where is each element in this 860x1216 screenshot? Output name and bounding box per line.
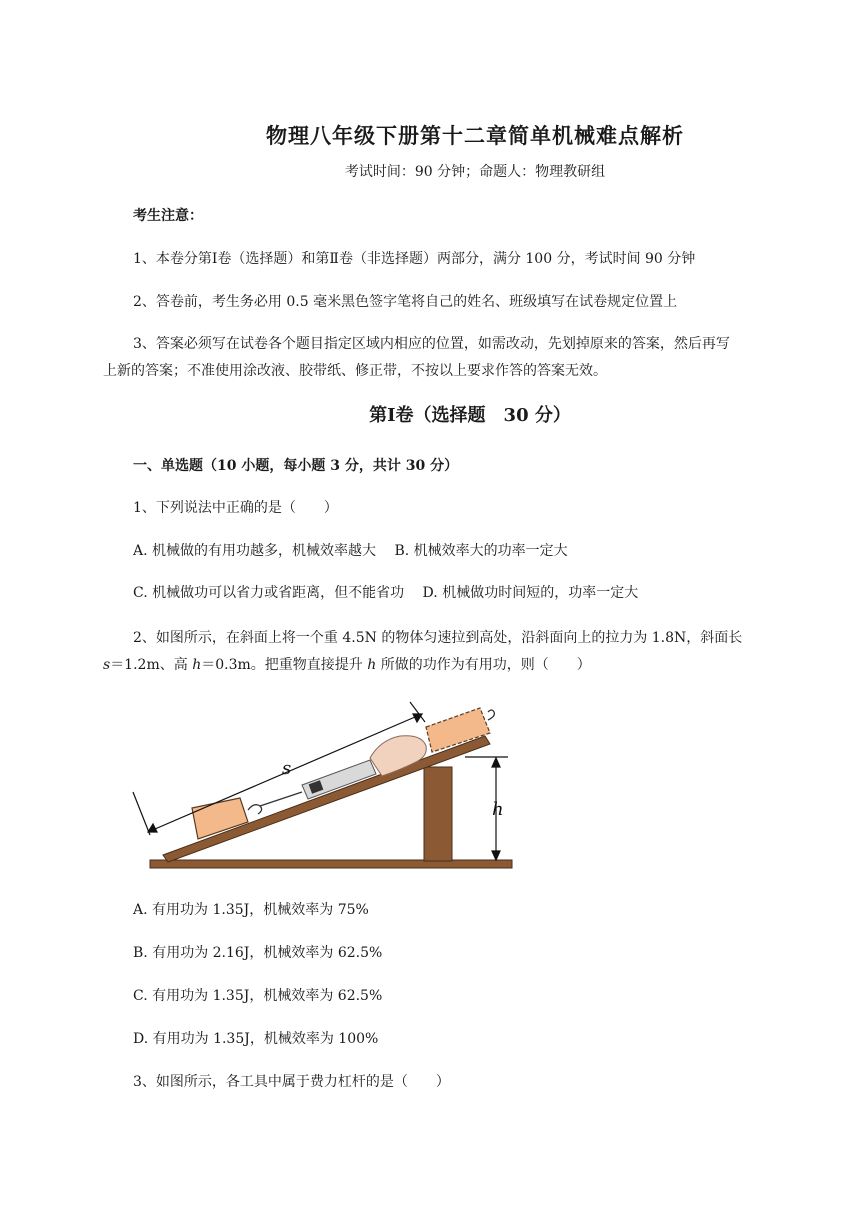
question-2-option-b: B. 有用功为 2.16J，机械效率为 62.5% <box>133 945 383 961</box>
question-1-options-row-2: C. 机械做功可以省力或省距离，但不能省功 D. 机械做功时间短的，功率一定大 <box>133 585 639 601</box>
question-1-options-row-1: A. 机械做的有用功越多，机械效率越大 B. 机械效率大的功率一定大 <box>133 543 568 559</box>
label-h: h <box>492 799 504 820</box>
label-s: s <box>282 758 292 779</box>
ground-board <box>150 860 512 868</box>
stem-part-b: ＝0.3m。把重物直接提升 <box>201 657 368 673</box>
question-2-option-a: A. 有用功为 1.35J，机械效率为 75% <box>133 902 369 918</box>
question-2-stem-line-1: 2、如图所示，在斜面上将一个重 4.5N 的物体匀速拉到高处，沿斜面向上的拉力为 1.8N，斜面长 <box>133 630 743 646</box>
question-2-option-d: D. 有用功为 1.35J，机械效率为 100% <box>133 1031 379 1047</box>
inclined-plane-figure <box>130 700 520 875</box>
spring-link <box>260 792 302 806</box>
question-2-option-c: C. 有用功为 1.35J，机械效率为 62.5% <box>133 988 383 1004</box>
notice-item-3-cont: 上新的答案；不准使用涂改液、胶带纸、修正带，不按以上要求作答的答案无效。 <box>103 363 607 379</box>
page-title: 物理八年级下册第十二章简单机械难点解析 <box>266 123 684 148</box>
support-post <box>424 767 452 861</box>
notice-item-3: 3、答案必须写在试卷各个题目指定区域内相应的位置，如需改动，先划掉原来的答案，然后再写 <box>133 336 730 352</box>
notice-item-1: 1、本卷分第Ⅰ卷（选择题）和第Ⅱ卷（非选择题）两部分，满分 100 分，考试时间 90 分钟 <box>133 251 696 267</box>
question-2-stem-line-2 <box>103 654 591 674</box>
section-title: 第Ⅰ卷（选择题 30 分） <box>369 405 571 426</box>
page-subtitle: 考试时间：90 分钟；命题人：物理教研组 <box>344 164 606 180</box>
question-1-stem: 1、下列说法中正确的是（ ） <box>133 500 338 516</box>
block-hook <box>248 805 262 814</box>
question-3-stem: 3、如图所示，各工具中属于费力杠杆的是（ ） <box>133 1074 450 1090</box>
notice-item-2: 2、答卷前，考生务必用 0.5 毫米黑色签字笔将自己的姓名、班级填写在试卷规定位置上 <box>133 294 678 310</box>
math-h: h <box>192 657 202 673</box>
part-heading: 一、单选题（10 小题，每小题 3 分，共计 30 分） <box>133 458 459 474</box>
math-s: s <box>103 657 111 673</box>
notice-heading: 考生注意： <box>133 208 203 224</box>
stem-part-c: 所做的功作为有用功，则（ ） <box>376 657 591 673</box>
block-top-hook <box>488 710 494 720</box>
stem-part-a: ＝1.2m、高 <box>110 657 193 673</box>
math-h-2: h <box>367 657 377 673</box>
